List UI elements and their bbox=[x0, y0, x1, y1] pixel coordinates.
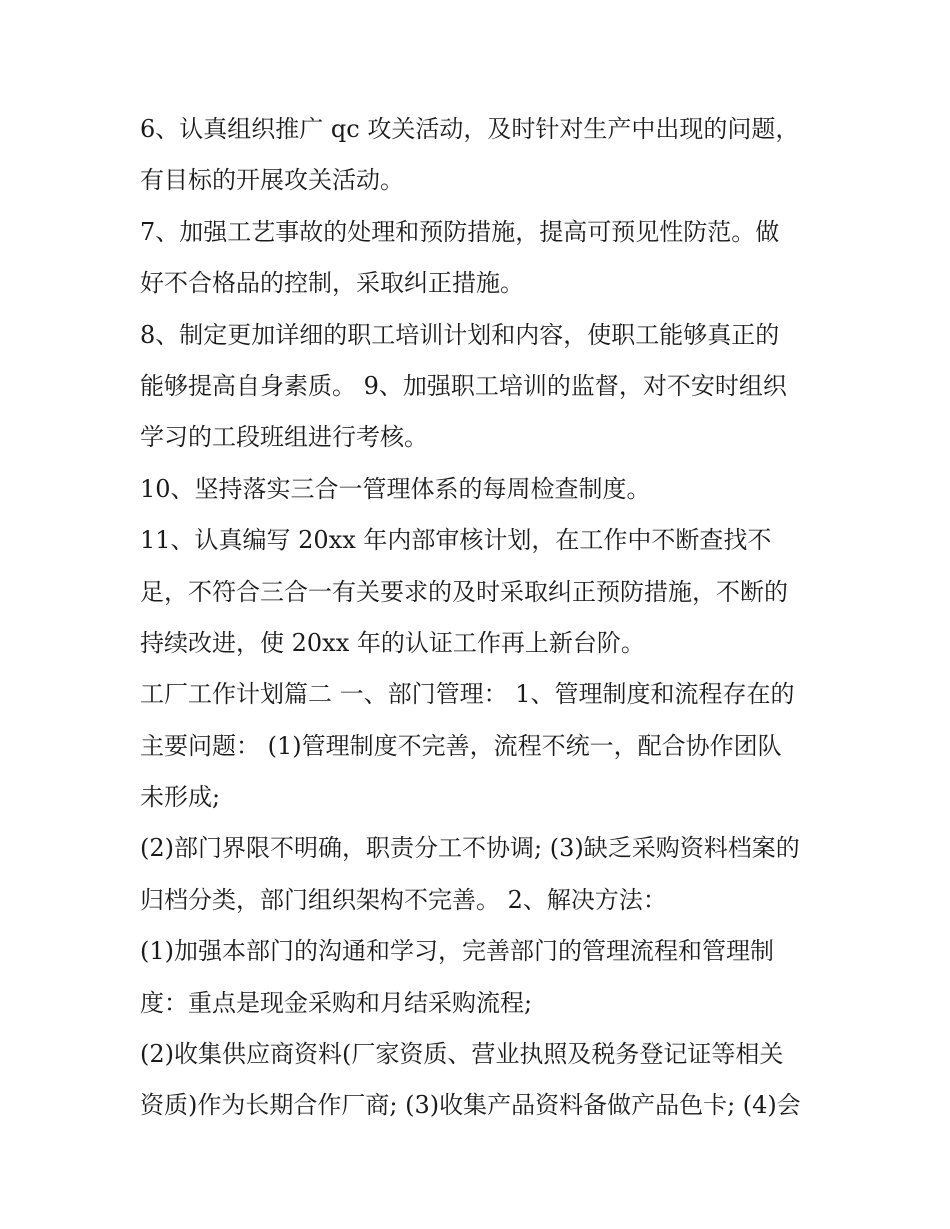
text-line: 7、加强工艺事故的处理和预防措施，提高可预见性防范。做 bbox=[140, 217, 780, 246]
text-line: (1)加强本部门的沟通和学习，完善部门的管理流程和管理制 bbox=[140, 937, 774, 966]
text-line: (2)收集供应商资料(厂家资质、营业执照及税务登记证等相关 bbox=[140, 1040, 784, 1069]
text-line: 未形成; bbox=[140, 783, 221, 812]
text-line: 10、坚持落实三合一管理体系的每周检查制度。 bbox=[140, 474, 651, 503]
text-line: 能够提高自身素质。 9、加强职工培训的监督，对不安时组织 bbox=[140, 371, 787, 400]
text-line: 11、认真编写 20xx 年内部审核计划，在工作中不断查找不 bbox=[140, 526, 772, 555]
text-line: 主要问题： (1)管理制度不完善，流程不统一，配合协作团队 bbox=[140, 731, 782, 760]
text-line: 学习的工段班组进行考核。 bbox=[140, 423, 428, 452]
text-line: 归档分类，部门组织架构不完善。 2、解决方法： bbox=[140, 885, 667, 914]
text-line: 度：重点是现金采购和月结采购流程; bbox=[140, 988, 533, 1017]
text-line: 工厂工作计划篇二 一、部门管理： 1、管理制度和流程存在的 bbox=[140, 680, 795, 709]
text-line: 好不合格品的控制，采取纠正措施。 bbox=[140, 269, 524, 298]
text-line: 持续改进，使 20xx 年的认证工作再上新台阶。 bbox=[140, 628, 645, 657]
text-line: (2)部门界限不明确，职责分工不协调; (3)缺乏采购资料档案的 bbox=[140, 834, 800, 863]
text-line: 有目标的开展攻关活动。 bbox=[140, 166, 404, 195]
text-line: 6、认真组织推广 qc 攻关活动，及时针对生产中出现的问题， bbox=[140, 115, 800, 143]
text-line: 资质)作为长期合作厂商; (3)收集产品资料备做产品色卡; (4)会 bbox=[140, 1091, 801, 1120]
text-line: 8、制定更加详细的职工培训计划和内容，使职工能够真正的 bbox=[140, 320, 780, 349]
text-line: 足，不符合三合一有关要求的及时采取纠正预防措施，不断的 bbox=[140, 577, 788, 606]
document-body bbox=[140, 104, 820, 1132]
